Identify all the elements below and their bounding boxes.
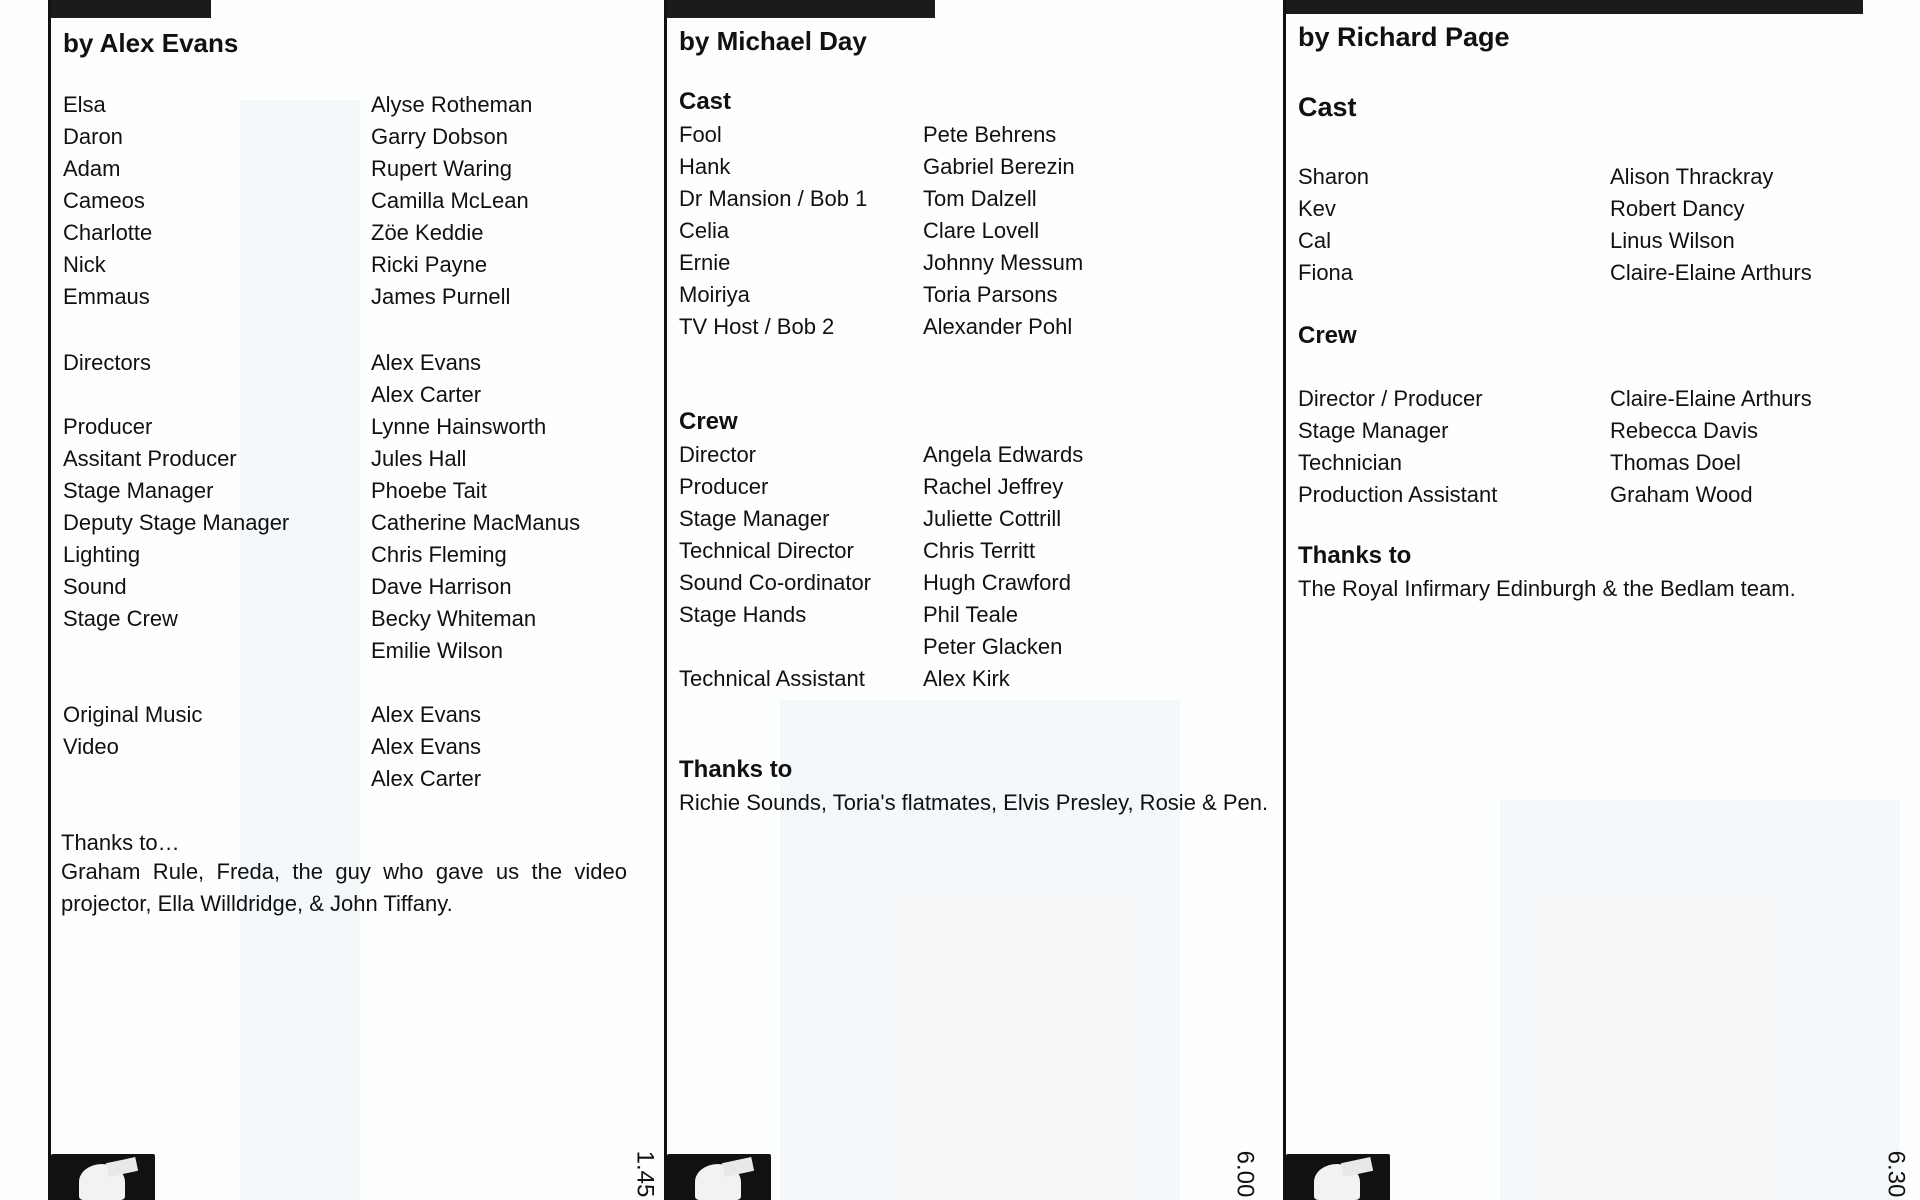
crew-role: Stage Hands — [679, 602, 807, 627]
crew-role: Deputy Stage Manager — [63, 510, 290, 535]
crew-name: Emilie Wilson — [371, 638, 504, 663]
cast-name: Alison Thrackray — [1610, 164, 1774, 189]
crew-name: Lynne Hainsworth — [371, 414, 547, 439]
crew-name: Phoebe Tait — [371, 478, 487, 503]
cast-role: Moiriya — [679, 282, 750, 307]
cast-name: Claire-Elaine Arthurs — [1610, 260, 1812, 285]
crew-role: Director / Producer — [1298, 386, 1483, 411]
crew-role: Assitant Producer — [63, 446, 237, 471]
crew-name: Chris Fleming — [371, 542, 507, 567]
cast-role: TV Host / Bob 2 — [679, 314, 835, 339]
crew-role: Stage Manager — [1298, 418, 1449, 443]
crew-name: Chris Territt — [923, 538, 1036, 563]
crew-name: Phil Teale — [923, 602, 1018, 627]
crew-name: Jules Hall — [371, 446, 467, 471]
cast-name: Pete Behrens — [923, 122, 1057, 147]
cast-role: Cameos — [63, 188, 145, 213]
cast-role: Elsa — [63, 92, 106, 117]
crew-name: Alex Kirk — [923, 666, 1010, 691]
cast-role: Fiona — [1298, 260, 1354, 285]
play-title-tab — [667, 0, 935, 18]
cast-role: Ernie — [679, 250, 731, 275]
crew-name: Juliette Cottrill — [923, 506, 1062, 531]
crew-role: Stage Manager — [63, 478, 214, 503]
crew-name: Catherine MacManus — [371, 510, 581, 535]
crew-role: Producer — [679, 474, 769, 499]
crew-name: Rachel Jeffrey — [923, 474, 1064, 499]
performance-time: 1.45 — [631, 1150, 659, 1198]
credit-name: Alex Evans — [371, 702, 482, 727]
credit-role: Original Music — [63, 702, 203, 727]
credit-name: Alex Carter — [371, 766, 482, 791]
crew-name: Claire-Elaine Arthurs — [1610, 386, 1812, 411]
crew-name: Thomas Doel — [1610, 450, 1741, 475]
crew-role: Sound Co-ordinator — [679, 570, 872, 595]
festival-logo — [1286, 1154, 1390, 1200]
thanks-text: Richie Sounds, Toria's flatmates, Elvis Presley, Rosie & Pen. — [679, 790, 1269, 815]
cast-role: Cal — [1298, 228, 1332, 253]
author-byline: by Richard Page — [1298, 22, 1510, 52]
crew-role: Technical Assistant — [679, 666, 865, 691]
panel-michael-day — [664, 0, 1284, 1200]
festival-logo — [51, 1154, 155, 1200]
crew-name: Graham Wood — [1610, 482, 1753, 507]
play-title-tab — [1286, 0, 1863, 14]
credit-role: Video — [63, 734, 119, 759]
crew-role: Producer — [63, 414, 153, 439]
crew-name: Angela Edwards — [923, 442, 1084, 467]
crew-role: Directors — [63, 350, 152, 375]
cast-role: Nick — [63, 252, 106, 277]
cast-name: James Purnell — [371, 284, 511, 309]
cast-role: Celia — [679, 218, 730, 243]
performance-time: 6.00 — [1231, 1150, 1259, 1198]
author-byline: by Alex Evans — [63, 28, 239, 58]
crew-role: Stage Crew — [63, 606, 178, 631]
cast-name: Robert Dancy — [1610, 196, 1745, 221]
cast-role: Emmaus — [63, 284, 150, 309]
thanks-text: Graham Rule, Freda, the guy who gave us the video projector, Ella Willdridge, & John Tiffany. — [61, 859, 627, 916]
panel-alex-evans — [48, 0, 668, 1200]
cast-name: Camilla McLean — [371, 188, 529, 213]
crew-name: Dave Harrison — [371, 574, 512, 599]
panel-richard-page — [1283, 0, 1920, 1200]
crew-heading: Crew — [679, 408, 738, 435]
logo-flag-icon — [106, 1157, 138, 1177]
cast-role: Fool — [679, 122, 722, 147]
cast-name: Linus Wilson — [1610, 228, 1735, 253]
play-title-tab — [51, 0, 211, 18]
cast-role: Charlotte — [63, 220, 153, 245]
thanks-text: The Royal Infirmary Edinburgh & the Bedlam team. — [1298, 576, 1796, 601]
cast-role: Sharon — [1298, 164, 1369, 189]
cast-name: Rupert Waring — [371, 156, 513, 181]
crew-role: Technician — [1298, 450, 1402, 475]
performance-time: 6.30 — [1882, 1150, 1910, 1198]
cast-role: Dr Mansion / Bob 1 — [679, 186, 868, 211]
cast-heading: Cast — [1298, 92, 1357, 122]
crew-role: Production Assistant — [1298, 482, 1498, 507]
crew-role: Director — [679, 442, 757, 467]
crew-name: Hugh Crawford — [923, 570, 1071, 595]
crew-name: Alex Carter — [371, 382, 482, 407]
logo-flag-icon — [1341, 1157, 1373, 1177]
cast-role: Daron — [63, 124, 123, 149]
cast-role: Hank — [679, 154, 731, 179]
crew-role: Technical Director — [679, 538, 854, 563]
thanks-heading: Thanks to — [679, 756, 793, 783]
cast-name: Clare Lovell — [923, 218, 1040, 243]
thanks-heading: Thanks to — [1298, 542, 1412, 569]
crew-role: Sound — [63, 574, 127, 599]
crew-name: Becky Whiteman — [371, 606, 537, 631]
crew-role: Lighting — [63, 542, 141, 567]
logo-flag-icon — [722, 1157, 754, 1177]
crew-name: Alex Evans — [371, 350, 482, 375]
cast-name: Gabriel Berezin — [923, 154, 1075, 179]
crew-name: Peter Glacken — [923, 634, 1063, 659]
cast-name: Zöe Keddie — [371, 220, 484, 245]
author-byline: by Michael Day — [679, 26, 867, 56]
thanks-heading: Thanks to… — [61, 830, 180, 855]
crew-name: Rebecca Davis — [1610, 418, 1758, 443]
festival-logo — [667, 1154, 771, 1200]
crew-heading: Crew — [1298, 322, 1357, 349]
cast-role: Adam — [63, 156, 121, 181]
cast-name: Alyse Rotheman — [371, 92, 533, 117]
cast-name: Alexander Pohl — [923, 314, 1073, 339]
cast-name: Tom Dalzell — [923, 186, 1037, 211]
cast-name: Johnny Messum — [923, 250, 1084, 275]
cast-name: Toria Parsons — [923, 282, 1058, 307]
credit-name: Alex Evans — [371, 734, 482, 759]
cast-heading: Cast — [679, 88, 732, 115]
crew-role: Stage Manager — [679, 506, 830, 531]
cast-role: Kev — [1298, 196, 1336, 221]
cast-name: Garry Dobson — [371, 124, 508, 149]
cast-name: Ricki Payne — [371, 252, 488, 277]
